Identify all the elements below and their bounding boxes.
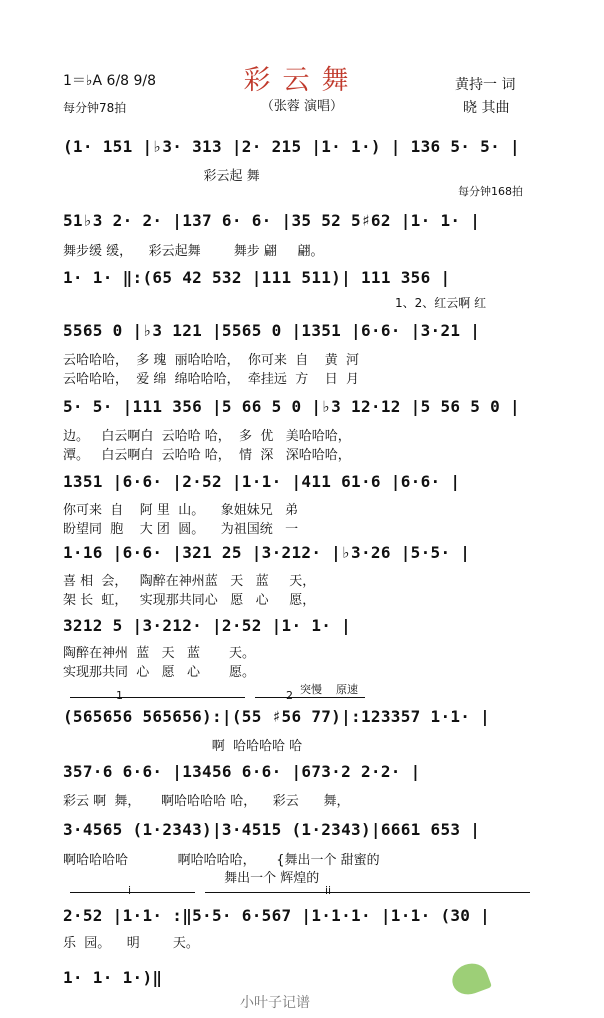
lyric-row-2a: 舞步缓 缓， 彩云起舞 舞步 翩 翩。 [63, 244, 324, 259]
score-row-1: (1· 151 |♭3· 313 |2· 215 |1· 1·) | 136 5· 5· | [63, 137, 520, 156]
lyric-row-8b: 实现那共同 心 愿 心 愿。 [63, 665, 255, 680]
tempo-annotation: 突慢 原速 [300, 683, 358, 696]
tempo-marking: 每分钟78拍 [63, 101, 127, 115]
lyric-row-11a: 啊哈哈哈哈 啊哈哈哈哈， {舞出一个 甜蜜的 [63, 853, 380, 868]
score-row-8: 3212 5 |3·212· |2·52 |1· 1· | [63, 616, 352, 635]
lyricist-credit: 黄持一 词 [455, 77, 516, 93]
lyric-row-12a: 乐 园。 明 天。 [63, 936, 199, 951]
score-row-11: 3·4565 (1·2343)|3·4515 (1·2343)|6661 653 | [63, 820, 481, 839]
lyric-row-9a: 啊 哈哈哈哈 哈 [63, 739, 303, 754]
volta-bracket-2 [255, 697, 365, 698]
lyric-row-4a: 云哈哈哈， 多 瑰 丽哈哈哈， 你可来 自 黄 河 [63, 353, 359, 368]
volta-bracket-1 [70, 697, 245, 698]
score-row-6: 1351 |6·6· |2·52 |1·1· |411 61·6 |6·6· | [63, 472, 461, 491]
lyric-row-1a: 彩云起 舞 [63, 169, 260, 184]
lyric-row-7a: 喜 相 会， 陶醉在神州蓝 天 蓝 天， [63, 574, 316, 589]
score-row-13: 1· 1· 1·)‖ [63, 968, 163, 987]
volta-label-4: ii [325, 884, 332, 897]
score-row-7: 1·16 |6·6· |321 25 |3·212· |♭3·26 |5·5· | [63, 543, 471, 562]
tempo-change-annotation: 每分钟168拍 [458, 185, 523, 198]
singer-credit: （张蓉 演唱） [260, 99, 344, 114]
lyric-row-7b: 架 长 虹， 实现那共同心 愿 心 愿， [63, 593, 316, 608]
lyric-row-8a: 陶醉在神州 蓝 天 蓝 天。 [63, 646, 255, 661]
score-row-5: 5· 5· |111 356 |5 66 5 0 |♭3 12·12 |5 56 5 0 | [63, 397, 520, 416]
lyric-row-5a: 边。 白云啊白 云哈哈 哈， 多 优 美哈哈哈， [63, 429, 351, 444]
lyric-row-5b: 潭。 白云啊白 云哈哈 哈， 情 深 深哈哈哈， [63, 448, 351, 463]
volta-label-3: i [128, 884, 132, 897]
transcriber-credit: 小叶子记谱 [240, 995, 310, 1011]
lyric-row-11b: 舞出一个 辉煌的 [63, 871, 320, 886]
key-signature: 1＝♭A 6/8 9/8 [63, 73, 157, 89]
score-row-10: 357·6 6·6· |13456 6·6· |673·2 2·2· | [63, 762, 421, 781]
volta-label-2: 2 [286, 689, 293, 702]
lyric-row-4b: 云哈哈哈， 爱 绵 绵哈哈哈， 牵挂远 方 日 月 [63, 372, 359, 387]
score-row-12: 2·52 |1·1· :‖5·5· 6·567 |1·1·1· |1·1· (30 | [63, 906, 491, 925]
volta-label-1: 1 [116, 689, 123, 702]
lyric-row-6a: 你可来 自 阿 里 山。 象姐妹兄 弟 [63, 503, 299, 518]
score-row-4: 5565 0 |♭3 121 |5565 0 |1351 |6·6· |3·21 | [63, 321, 481, 340]
score-row-2: 51♭3 2· 2· |137 6· 6· |35 52 5♯62 |1· 1· | [63, 211, 481, 230]
leaf-logo-icon [448, 959, 492, 1000]
lyric-row-10a: 彩云 啊 舞， 啊哈哈哈哈 哈， 彩云 舞， [63, 794, 350, 809]
composer-credit: 晓 其曲 [463, 100, 510, 116]
lyric-row-6b: 盼望同 胞 大 团 圆。 为祖国统 一 [63, 522, 299, 537]
song-title: 彩云舞 [243, 65, 361, 96]
score-row-3: 1· 1· ‖:(65 42 532 |111 511)| 111 356 | [63, 268, 451, 287]
score-row-9: (565656 565656):|(55 ♯56 77)|:123357 1·1· | [63, 707, 491, 726]
volta-bracket-3 [70, 892, 195, 893]
volta-bracket-4 [205, 892, 530, 893]
verse-annotation: 1、2、红云啊 红 [395, 296, 487, 310]
